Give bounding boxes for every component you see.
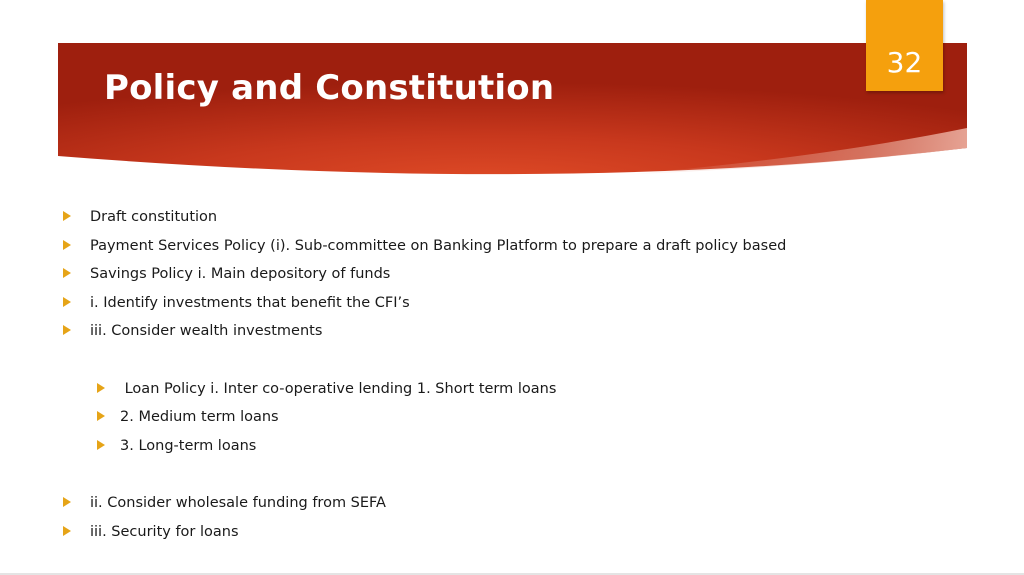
list-item: [0, 403, 1024, 432]
list-item-text: Loan Policy i. Inter co-operative lending 1. Short term loans: [120, 380, 557, 397]
list-item: [0, 232, 1024, 261]
triangle-right-icon: [63, 526, 71, 536]
list-item-text: Draft constitution: [90, 209, 218, 225]
triangle-right-icon: [63, 211, 71, 221]
triangle-right-icon: [97, 383, 105, 393]
triangle-right-icon: [63, 297, 71, 307]
list-item-text: Payment Services Policy (i). Sub-committee on Banking Platform to prepare a draft policy based: [90, 237, 787, 254]
slide-title: Policy and Constitution: [104, 68, 555, 108]
triangle-right-icon: [63, 240, 71, 250]
list-item-text: 3. Long-term loans: [120, 437, 257, 454]
triangle-right-icon: [97, 411, 105, 421]
triangle-right-icon: [63, 268, 71, 278]
list-item: [0, 432, 1024, 461]
list-item: [0, 317, 1024, 346]
list-item-text: iii. Security for loans: [90, 523, 239, 540]
bullet-list: [0, 203, 1024, 546]
triangle-right-icon: [63, 325, 71, 335]
page-number-badge: [866, 0, 943, 91]
list-item: [0, 489, 1024, 518]
list-spacer: [0, 346, 1024, 375]
list-item: [0, 203, 1024, 232]
list-item: [0, 289, 1024, 318]
list-item-text: iii. Consider wealth investments: [90, 323, 323, 340]
list-item-text: i. Identify investments that benefit the CFI’s: [90, 294, 410, 311]
list-item-text: Savings Policy i. Main depository of funds: [90, 266, 391, 283]
list-item: [0, 260, 1024, 289]
triangle-right-icon: [63, 497, 71, 507]
list-item: [0, 375, 1024, 404]
list-item-text: ii. Consider wholesale funding from SEFA: [90, 494, 386, 511]
list-spacer: [0, 460, 1024, 489]
page-number: 32: [886, 46, 923, 79]
list-item-text: 2. Medium term loans: [120, 409, 279, 426]
list-item: [0, 518, 1024, 547]
triangle-right-icon: [97, 440, 105, 450]
